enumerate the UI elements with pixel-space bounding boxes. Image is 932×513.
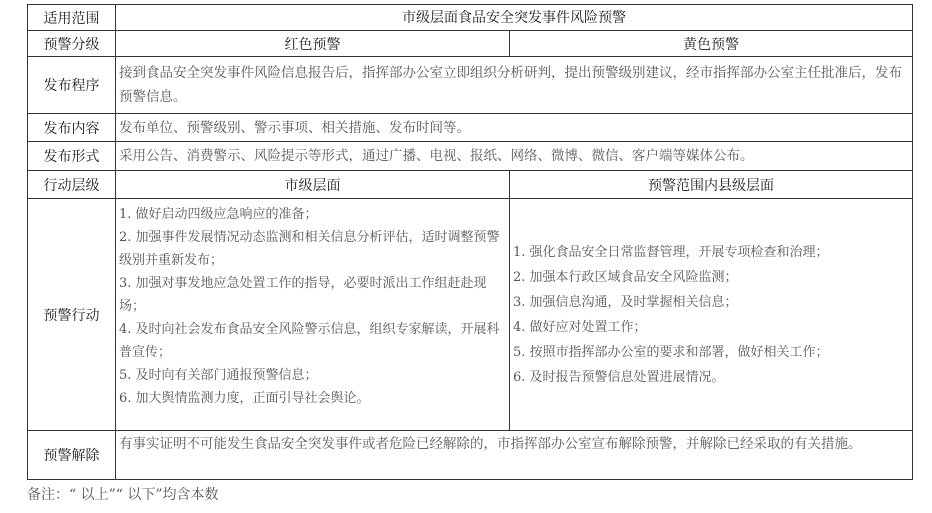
action-label: 预警行动 bbox=[28, 199, 116, 430]
list-item: 4. 做好应对处置工作； bbox=[513, 319, 647, 335]
procedure-label: 发布程序 bbox=[28, 57, 116, 113]
action-county: 预警范围内县级层面 bbox=[648, 177, 774, 194]
release-row bbox=[28, 431, 912, 479]
list-item: 1. 做好启动四级应急响应的准备； bbox=[119, 207, 318, 222]
county-actions bbox=[510, 199, 912, 430]
list-item: 3. 加强对事发地应急处置工作的指导，必要时派出工作组赶赴现场； bbox=[119, 276, 487, 314]
scope-label: 适用范围 bbox=[28, 5, 116, 30]
action-row bbox=[28, 199, 912, 431]
warning-table bbox=[27, 4, 913, 480]
release-label: 预警解除 bbox=[28, 431, 116, 479]
content-row bbox=[28, 114, 912, 142]
list-item: 1. 强化食品安全日常监督管理，开展专项检查和治理； bbox=[513, 244, 829, 260]
level-label: 预警分级 bbox=[28, 31, 116, 56]
level-row bbox=[28, 31, 912, 57]
list-item: 3. 加强信息沟通，及时掌握相关信息； bbox=[513, 294, 738, 310]
scope-row bbox=[28, 5, 912, 31]
level-yellow: 黄色预警 bbox=[683, 36, 739, 53]
list-item: 2. 加强本行政区域食品安全风险监测； bbox=[513, 269, 738, 285]
list-item: 2. 加强事件发展情况动态监测和相关信息分析评估，适时调整预警级别并重新发布； bbox=[119, 230, 500, 268]
footnote: 备注：“ 以上”“ 以下”均含本数 bbox=[27, 487, 219, 503]
action-city: 市级层面 bbox=[116, 171, 510, 198]
list-item: 4. 及时向社会发布食品安全风险警示信息，组织专家解读，开展科普宣传； bbox=[119, 322, 500, 360]
scope-value: 市级层面食品安全突发事件风险预警 bbox=[402, 9, 626, 26]
city-actions bbox=[116, 199, 510, 430]
action-level-label: 行动层级 bbox=[28, 171, 116, 198]
content-value: 发布单位、预警级别、警示事项、相关措施、发布时间等。 bbox=[119, 119, 470, 136]
procedure-row bbox=[28, 57, 912, 114]
list-item: 6. 加大舆情监测力度，正面引导社会舆论。 bbox=[119, 391, 370, 406]
action-level-row bbox=[28, 171, 912, 199]
level-red: 红色预警 bbox=[116, 31, 510, 56]
content-label: 发布内容 bbox=[28, 114, 116, 141]
list-item: 6. 及时报告预警信息处置进展情况。 bbox=[513, 369, 725, 385]
form-row bbox=[28, 142, 912, 171]
procedure-value: 接到食品安全突发事件风险信息报告后，指挥部办公室立即组织分析研判，提出预警级别建议，经市指挥部办公室主任批准后，发布预警信息。 bbox=[119, 65, 902, 105]
release-value: 有事实证明不可能发生食品安全突发事件或者危险已经解除的，市指挥部办公室宣布解除预警，并解除已经采取的有关措施。 bbox=[119, 436, 862, 452]
form-value: 采用公告、消费警示、风险提示等形式，通过广播、电视、报纸、网络、微博、微信、客户端等媒体公布。 bbox=[119, 148, 754, 164]
form-label: 发布形式 bbox=[28, 142, 116, 170]
list-item: 5. 按照市指挥部办公室的要求和部署，做好相关工作； bbox=[513, 344, 829, 360]
list-item: 5. 及时向有关部门通报预警信息； bbox=[119, 368, 318, 383]
